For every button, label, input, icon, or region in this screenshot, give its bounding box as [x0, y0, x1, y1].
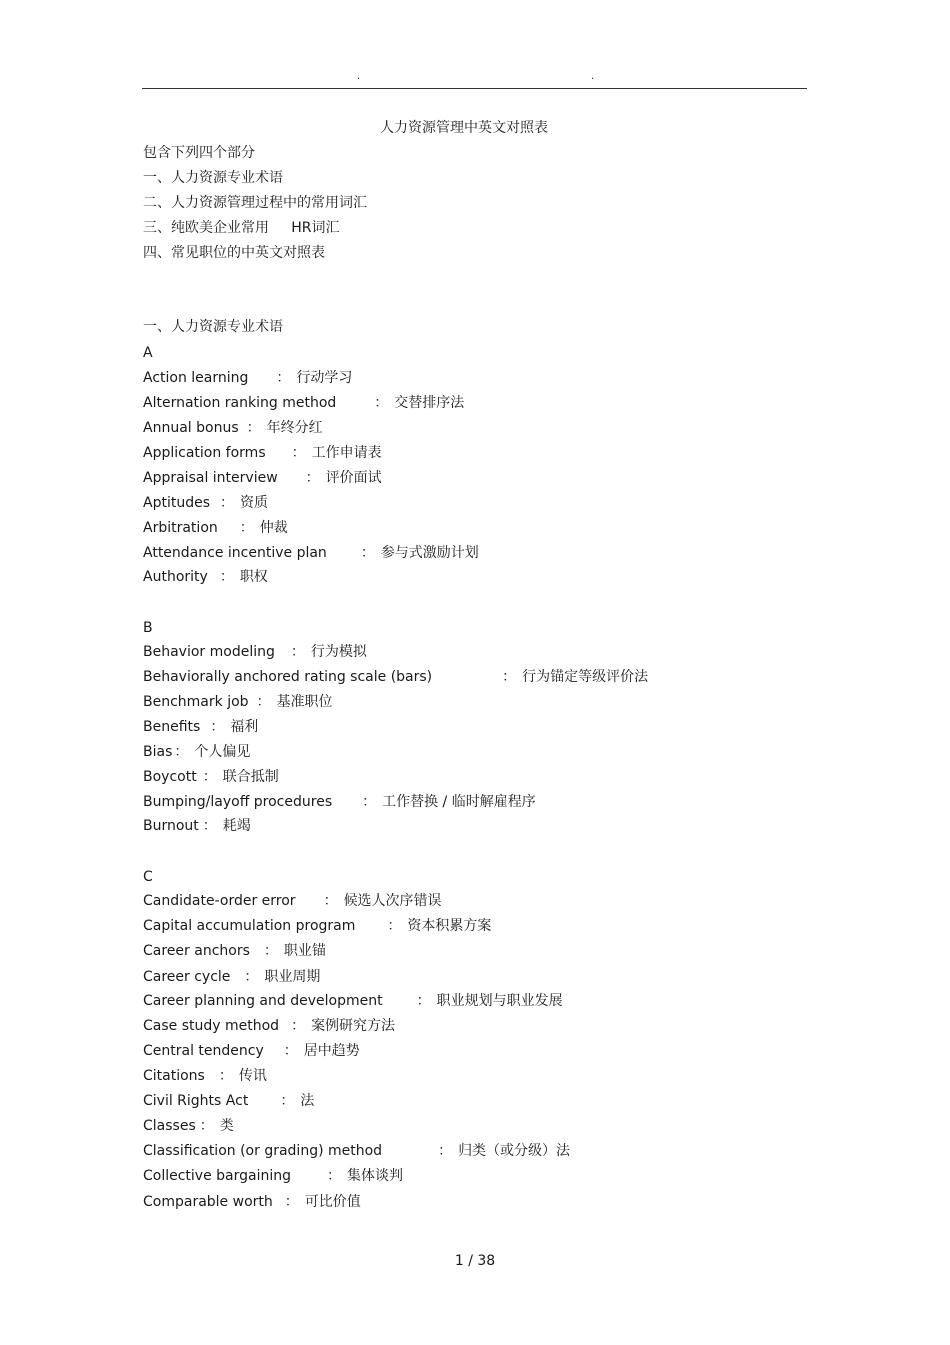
term-en: Aptitudes	[143, 495, 210, 511]
term-separator: ：	[416, 993, 431, 1009]
glossary-entry	[143, 667, 648, 687]
page-number	[0, 1251, 950, 1271]
term-zh: 类	[219, 1118, 234, 1134]
term-zh: 交替排序法	[394, 395, 465, 411]
term-separator: ：	[291, 1018, 306, 1034]
glossary-entry	[143, 443, 382, 463]
term-en: Central tendency	[143, 1043, 264, 1059]
term-en: Action learning	[143, 370, 249, 386]
group-letter: A	[143, 345, 153, 361]
page-current: 1	[454, 1253, 464, 1269]
glossary-entry	[143, 418, 323, 438]
intro-lead: 包含下列四个部分	[143, 145, 255, 161]
term-zh: 集体谈判	[347, 1168, 404, 1184]
term-separator: ：	[323, 893, 338, 909]
intro-part: 四、常见职位的中英文对照表	[143, 245, 325, 261]
term-zh: 可比价值	[304, 1194, 361, 1210]
term-zh: 职业周期	[264, 969, 321, 985]
term-separator: ：	[244, 969, 259, 985]
term-en: Behavior modeling	[143, 644, 275, 660]
term-en: Boycott	[143, 769, 197, 785]
term-en: Career planning and development	[143, 993, 383, 1009]
term-zh: 仲裁	[259, 520, 288, 536]
glossary-entry	[143, 518, 288, 538]
term-zh: 工作替换 / 临时解雇程序	[382, 794, 536, 810]
term-en: Bumping/layoff procedures	[143, 794, 333, 810]
glossary-entry	[143, 642, 367, 662]
term-zh: 耗竭	[222, 818, 251, 834]
term-en: Candidate-order error	[143, 893, 296, 909]
group-letter: B	[143, 620, 153, 636]
glossary-entry	[143, 1116, 234, 1136]
term-separator: ：	[362, 794, 377, 810]
glossary-entry	[143, 792, 536, 812]
header-rule	[142, 88, 807, 89]
term-en: Classes	[143, 1118, 196, 1134]
term-zh: 职业锚	[283, 943, 326, 959]
term-separator: ：	[202, 769, 217, 785]
term-zh: 职权	[239, 569, 268, 585]
term-separator: ：	[502, 669, 517, 685]
term-zh: 居中趋势	[303, 1043, 360, 1059]
term-separator: ：	[360, 545, 375, 561]
term-separator: ：	[280, 1093, 295, 1109]
term-en: Career cycle	[143, 969, 231, 985]
term-en: Burnout	[143, 818, 199, 834]
glossary-entry	[143, 941, 326, 961]
term-separator: ：	[327, 1168, 342, 1184]
term-en: Capital accumulation program	[143, 918, 356, 934]
term-zh: 工作申请表	[311, 445, 382, 461]
term-separator: ：	[256, 694, 271, 710]
glossary-entry	[143, 393, 464, 413]
term-zh: 法	[300, 1093, 315, 1109]
header-dot-left: .	[357, 71, 361, 82]
term-en: Alternation ranking method	[143, 395, 337, 411]
glossary-entry	[143, 1091, 314, 1111]
glossary-entry	[143, 742, 250, 762]
page-total: 38	[477, 1253, 496, 1269]
glossary-entry	[143, 767, 279, 787]
term-zh: 候选人次序错误	[343, 893, 442, 909]
intro-part: 二、人力资源管理过程中的常用词汇	[143, 195, 367, 211]
glossary-entry	[143, 543, 479, 563]
term-zh: 年终分红	[266, 420, 323, 436]
term-separator: ：	[202, 818, 217, 834]
glossary-entry	[143, 1166, 403, 1186]
glossary-entry	[143, 916, 491, 936]
term-en: Benchmark job	[143, 694, 249, 710]
glossary-entry	[143, 567, 268, 587]
term-zh: 职业规划与职业发展	[436, 993, 563, 1009]
term-zh: 归类（或分级）法	[458, 1143, 571, 1159]
glossary-entry	[143, 692, 333, 712]
term-separator: ：	[290, 644, 305, 660]
term-zh: 传讯	[238, 1068, 267, 1084]
term-en: Arbitration	[143, 520, 218, 536]
section-title: 一、人力资源专业术语	[143, 319, 283, 335]
term-zh: 行为锚定等级评价法	[522, 669, 649, 685]
term-zh: 资质	[240, 495, 268, 511]
header-dot-right: .	[591, 71, 595, 82]
term-en: Case study method	[143, 1018, 280, 1034]
page-number-separator: /	[468, 1253, 473, 1269]
term-separator: ：	[199, 1118, 214, 1134]
glossary-entry	[143, 1066, 267, 1086]
glossary-entry	[143, 493, 268, 513]
term-separator: ：	[219, 569, 234, 585]
term-separator: ：	[283, 1043, 298, 1059]
term-zh: 行动学习	[296, 370, 353, 386]
term-zh: 参与式激励计划	[380, 545, 479, 561]
term-en: Attendance incentive plan	[143, 545, 327, 561]
term-en: Citations	[143, 1068, 205, 1084]
term-en: Behaviorally anchored rating scale (bars)	[143, 669, 433, 685]
term-zh: 个人偏见	[194, 744, 251, 760]
term-zh: 福利	[230, 719, 259, 735]
term-zh: 资本积累方案	[407, 918, 492, 934]
glossary-entry	[143, 1192, 361, 1212]
term-en: Benefits	[143, 719, 201, 735]
term-separator: ：	[220, 495, 234, 511]
term-en: Authority	[143, 569, 208, 585]
term-zh: 行为模拟	[310, 644, 367, 660]
term-en: Collective bargaining	[143, 1168, 292, 1184]
term-separator: ：	[284, 1194, 299, 1210]
document-title: 人力资源管理中英文对照表	[380, 120, 548, 136]
term-en: Bias	[143, 744, 173, 760]
glossary-entry	[143, 891, 442, 911]
term-en: Annual bonus	[143, 420, 239, 436]
term-en: Civil Rights Act	[143, 1093, 249, 1109]
term-separator: ：	[438, 1143, 453, 1159]
group-letter: C	[143, 869, 153, 885]
glossary-entry	[143, 468, 382, 488]
term-en: Career anchors	[143, 943, 250, 959]
glossary-entry	[143, 1016, 395, 1036]
term-en: Classification (or grading) method	[143, 1143, 383, 1159]
glossary-entry	[143, 991, 563, 1011]
term-zh: 评价面试	[325, 470, 382, 486]
term-separator: ：	[291, 445, 306, 461]
term-en: Comparable worth	[143, 1194, 273, 1210]
term-separator: ：	[276, 370, 291, 386]
term-separator: ：	[218, 1068, 233, 1084]
term-en: Application forms	[143, 445, 266, 461]
page-header	[0, 72, 950, 84]
term-separator: ：	[174, 744, 189, 760]
term-zh: 联合抵制	[222, 769, 279, 785]
glossary-entry	[143, 717, 258, 737]
term-separator: ：	[210, 719, 225, 735]
glossary-entry	[143, 1041, 360, 1061]
glossary-entry	[143, 1141, 570, 1161]
term-zh: 基准职位	[276, 694, 333, 710]
glossary-entry	[143, 368, 352, 388]
term-separator: ：	[305, 470, 320, 486]
intro-part: 一、人力资源专业术语	[143, 170, 283, 186]
term-separator: ：	[246, 420, 261, 436]
term-zh: 案例研究方法	[311, 1018, 396, 1034]
term-separator: ：	[387, 918, 402, 934]
glossary-entry	[143, 967, 320, 987]
intro-part: 三、纯欧美企业常用 HR词汇	[143, 220, 340, 236]
term-separator: ：	[374, 395, 389, 411]
term-separator: ：	[263, 943, 278, 959]
glossary-entry	[143, 816, 251, 836]
term-en: Appraisal interview	[143, 470, 278, 486]
term-separator: ：	[239, 520, 254, 536]
